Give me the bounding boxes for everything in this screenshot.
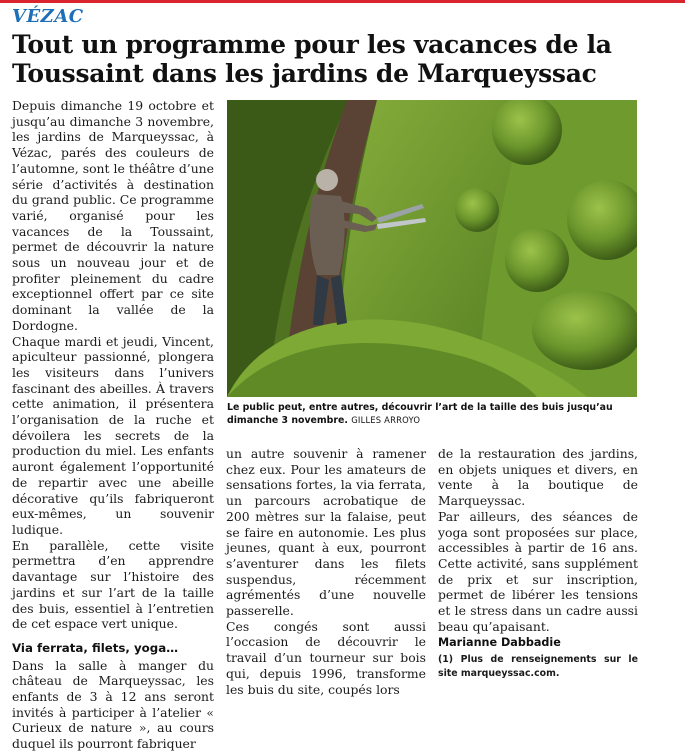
paragraph: Par ailleurs, des séances de yoga sont proposées sur place, accessibles à partir de 16 ans. Cette activité, sans supplément de prix et sur inscription, permet de libérer les tensions et le stress dans un cadre aussi beau qu’apaisant.: [438, 508, 638, 634]
paragraph: Dans la salle à manger du château de Marqueyssac, les enfants de 3 à 12 ans seront invités à participer à l’atelier « Curieux de nature », au cours duquel ils pourront fabriquer: [12, 657, 214, 752]
paragraph: Ces congés sont aussi l’occasion de découvrir le travail d’un tourneur sur bois qui, depuis 1996, transforme les buis du site, coupés lors: [226, 618, 426, 697]
photo-credit: GILLES ARROYO: [351, 415, 421, 425]
article-column-1: [12, 98, 214, 752]
article-photo: [227, 100, 637, 397]
top-rule: [0, 0, 685, 3]
paragraph: un autre souvenir à ramener chez eux. Pour les amateurs de sensations fortes, la via ferrata, un parcours acrobatique de 200 mètres sur la falaise, peut se faire en autonomie. Les plus jeunes, quant à eux, pourront s’aventurer dans les filets suspendus, récemment agrémentés d’une nouvelle passerelle.: [226, 446, 426, 619]
footnote: (1) Plus de renseignements sur le site marqueyssac.com.: [438, 654, 638, 680]
section-kicker: VÉZAC: [12, 6, 84, 27]
photo-caption: [227, 401, 637, 427]
caption-text: Le public peut, entre autres, découvrir l’art de la taille des buis jusqu’au dimanche 3 novembre.: [227, 402, 613, 426]
article-column-3: [438, 446, 638, 681]
article-headline: Tout un programme pour les vacances de la Toussaint dans les jardins de Marqueyssac: [12, 30, 612, 88]
paragraph: Chaque mardi et jeudi, Vincent, apiculteur passionné, plongera les visiteurs dans l’univers fascinant des abeilles. À travers cette animation, il présentera l’organisation de la ruche et dévoilera les secrets de la production du miel. Les enfants auront également l’opportunité de repartir avec une abeille décorative qu’ils fabriqueront eux-mêmes, un souvenir ludique.: [12, 333, 214, 537]
section-subhead: Via ferrata, filets, yoga…: [12, 640, 178, 655]
paragraph: Depuis dimanche 19 octobre et jusqu’au dimanche 3 novembre, les jardins de Marqueyssac, à Vézac, parés des couleurs de l’automne, sont le théâtre d’une série d’activités à destination du grand public. Ce programme varié, organisé pour les vacances de la Toussaint, permet de découvrir la nature sous un nouveau jour et de profiter pleinement du cadre exceptionnel offert par ce site dominant la vallée de la Dordogne.: [12, 98, 214, 333]
paragraph: de la restauration des jardins, en objets uniques et divers, en vente à la boutique de Marqueyssac.: [438, 446, 638, 509]
paragraph: En parallèle, cette visite permettra d’en apprendre davantage sur l’histoire des jardins et sur l’art de la taille des buis, essentiel à l’entretien de cet espace vert unique.: [12, 537, 214, 632]
article-column-2: [226, 446, 426, 697]
gardener-trimming-boxwood-image: [227, 100, 637, 397]
author-signature: Marianne Dabbadie: [438, 636, 561, 650]
